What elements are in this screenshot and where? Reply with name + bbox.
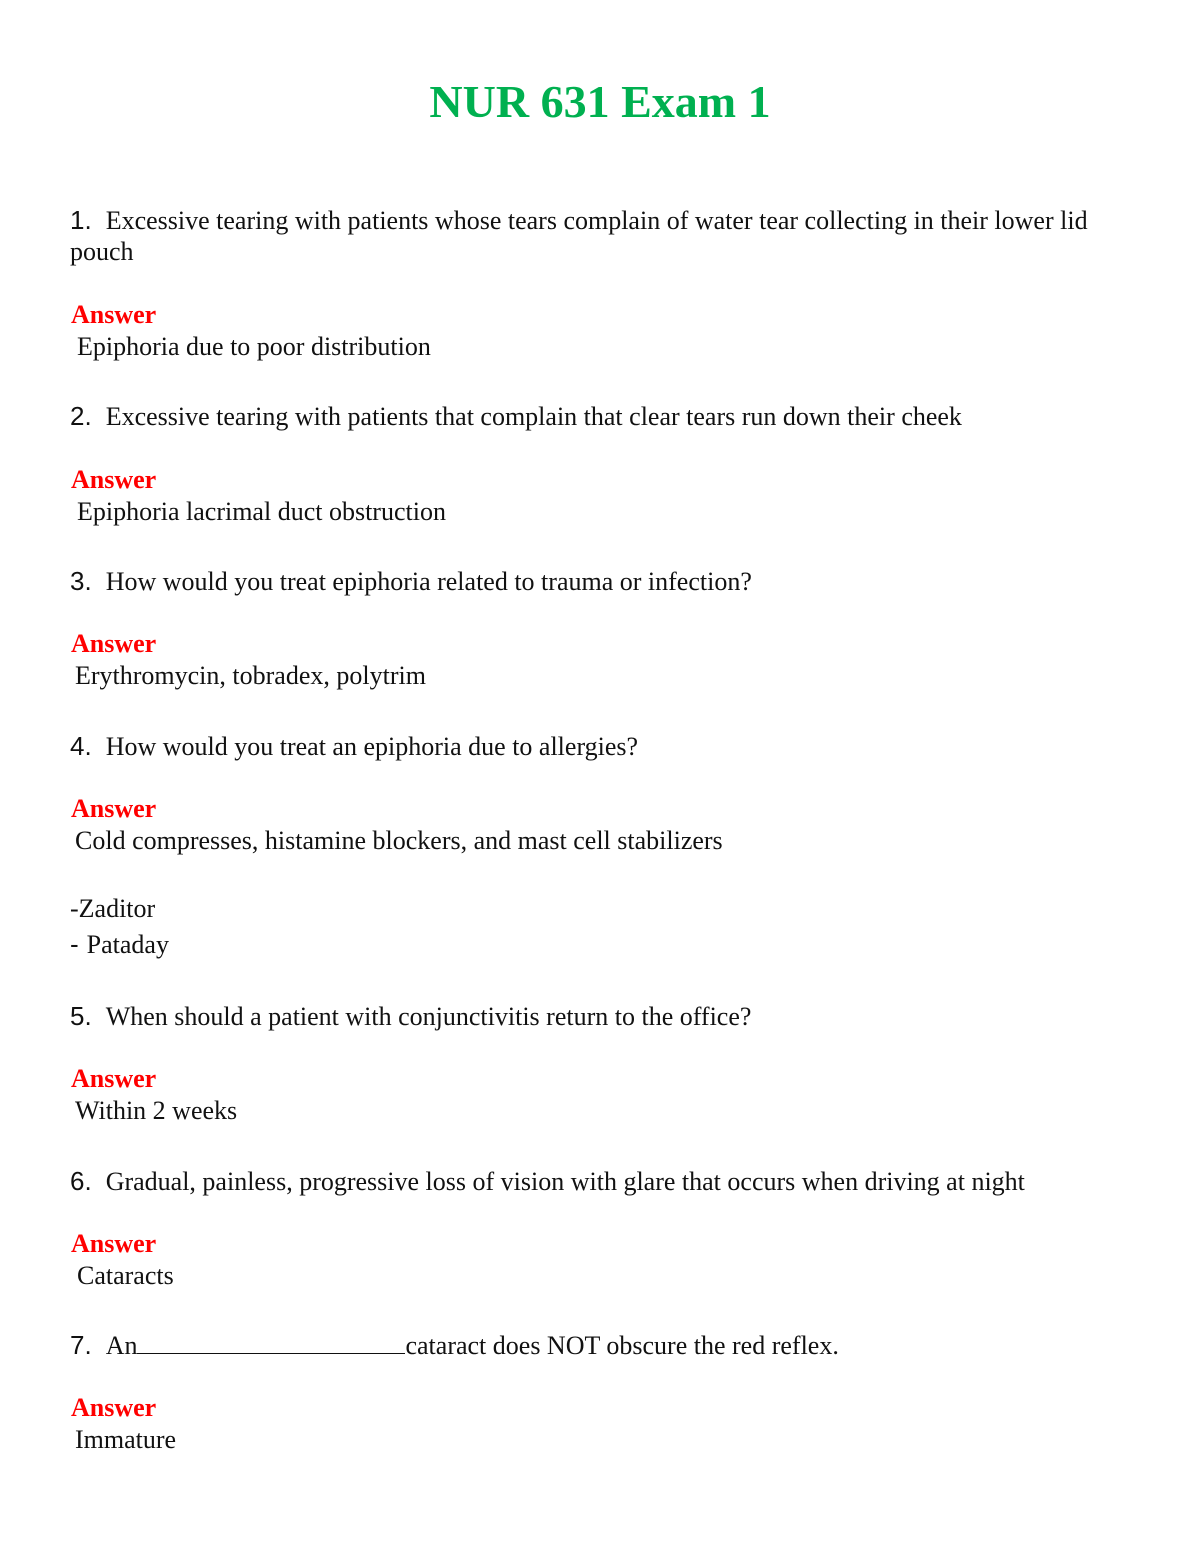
extra-text: Pataday bbox=[86, 930, 169, 959]
question-number: 2. bbox=[70, 401, 92, 431]
question-text-before: An bbox=[105, 1331, 138, 1360]
answer-label: Answer bbox=[71, 1064, 157, 1093]
question-text: How would you treat an epiphoria due to allergies? bbox=[105, 732, 639, 761]
question-3 bbox=[70, 566, 1130, 597]
answer-label: Answer bbox=[71, 465, 157, 494]
answer-extra-2 bbox=[70, 929, 169, 960]
answer-label: Answer bbox=[71, 300, 157, 329]
question-number: 6. bbox=[70, 1166, 92, 1196]
question-number: 7. bbox=[70, 1330, 92, 1360]
answer-label: Answer bbox=[71, 794, 157, 823]
question-6 bbox=[70, 1166, 1130, 1197]
answer-text-2: Epiphoria lacrimal duct obstruction bbox=[77, 497, 446, 526]
answer-text-4: Cold compresses, histamine blockers, and mast cell stabilizers bbox=[75, 826, 723, 855]
question-text: Excessive tearing with patients whose tears complain of water tear collecting in their lower lid pouch bbox=[70, 206, 1088, 266]
answer-label: Answer bbox=[71, 629, 157, 658]
question-number: 1. bbox=[70, 205, 92, 235]
question-text: When should a patient with conjunctivitis return to the office? bbox=[105, 1002, 752, 1031]
answer-text-7: Immature bbox=[75, 1425, 177, 1454]
question-text: Excessive tearing with patients that complain that clear tears run down their cheek bbox=[105, 402, 962, 431]
question-text: How would you treat epiphoria related to trauma or infection? bbox=[105, 567, 752, 596]
fill-in-blank bbox=[137, 1331, 405, 1354]
answer-text-1: Epiphoria due to poor distribution bbox=[77, 332, 431, 361]
question-text: Gradual, painless, progressive loss of vision with glare that occurs when driving at night bbox=[105, 1167, 1025, 1196]
answer-label: Answer bbox=[71, 1229, 157, 1258]
answer-text-5: Within 2 weeks bbox=[75, 1096, 238, 1125]
page-title: NUR 631 Exam 1 bbox=[429, 76, 771, 127]
answer-text-6: Cataracts bbox=[77, 1261, 174, 1290]
answer-text-3: Erythromycin, tobradex, polytrim bbox=[75, 661, 426, 690]
dash: - bbox=[70, 929, 79, 959]
answer-label: Answer bbox=[71, 1393, 157, 1422]
question-7 bbox=[70, 1330, 1130, 1361]
question-text-after: cataract does NOT obscure the red reflex. bbox=[405, 1331, 839, 1360]
question-5 bbox=[70, 1001, 1130, 1032]
question-2 bbox=[70, 401, 1130, 432]
question-number: 5. bbox=[70, 1001, 92, 1031]
question-1 bbox=[70, 205, 1130, 267]
question-4 bbox=[70, 731, 1130, 762]
answer-extra-1: -Zaditor bbox=[70, 894, 156, 923]
question-number: 3. bbox=[70, 566, 92, 596]
question-number: 4. bbox=[70, 731, 92, 761]
